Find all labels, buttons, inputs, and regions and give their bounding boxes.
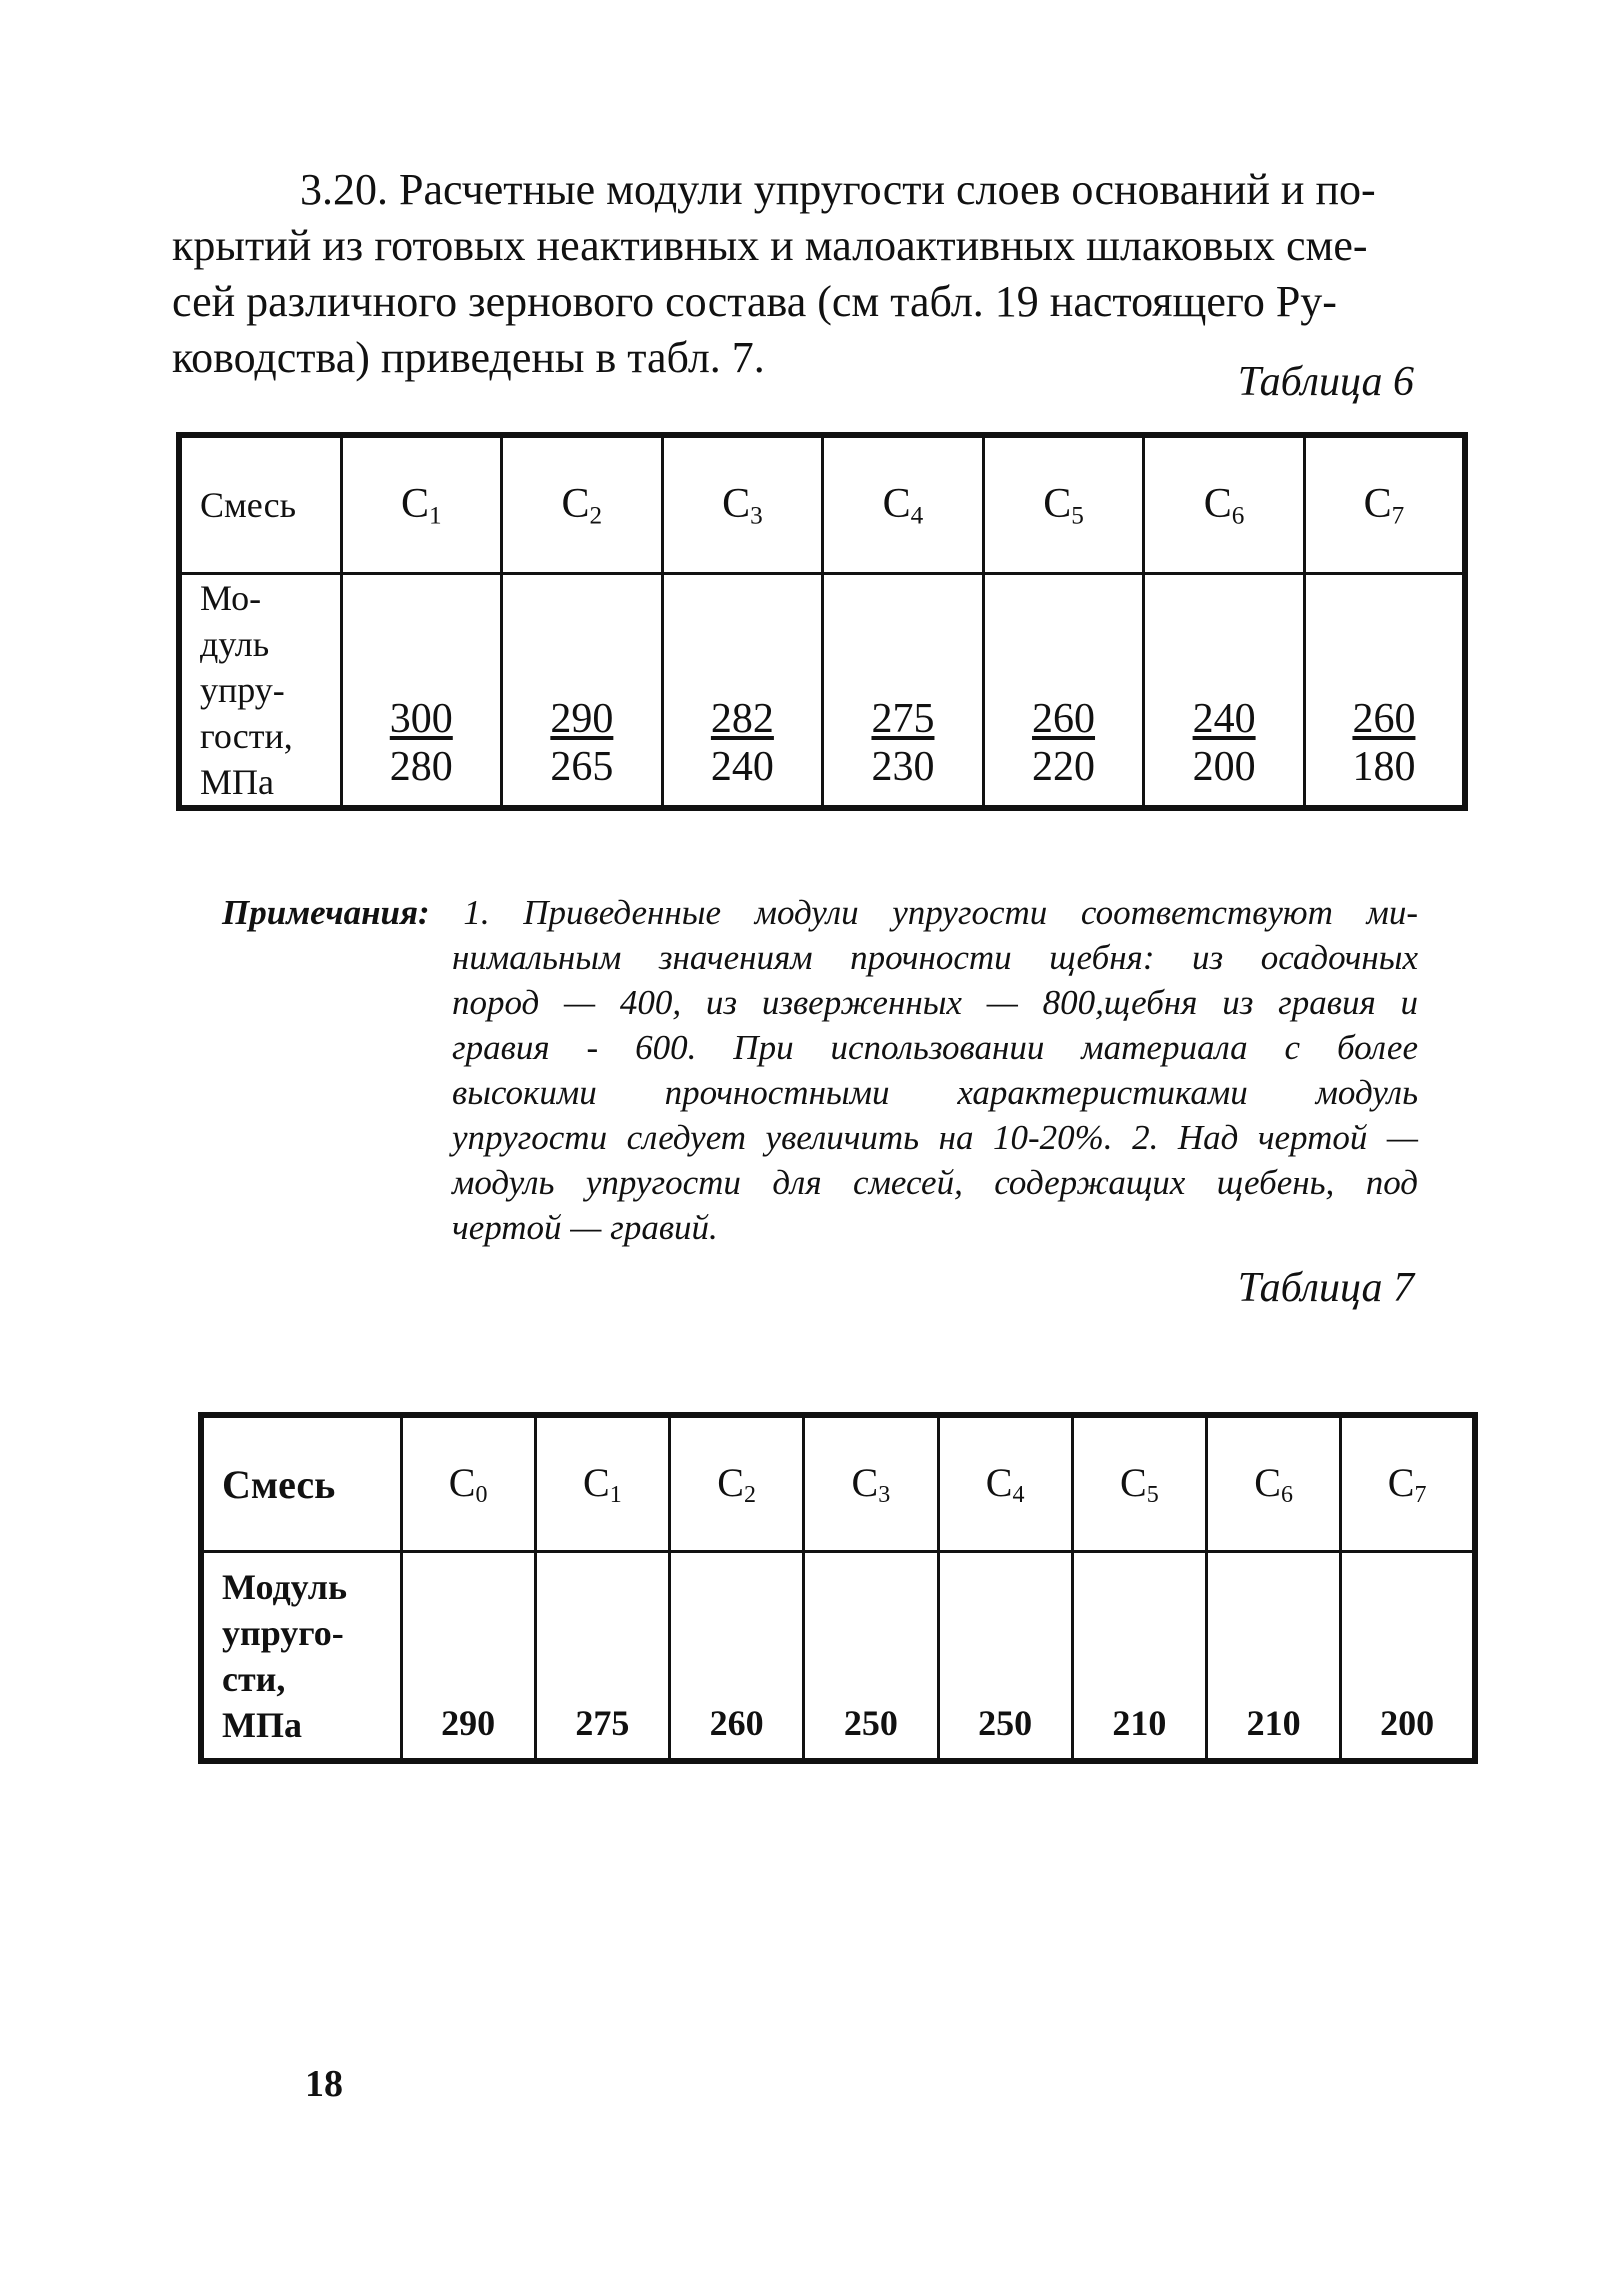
table6-cell: 260 180: [1304, 574, 1465, 809]
notes-line: нимальным значениям прочности щебня: из осадочных: [452, 938, 1418, 977]
paragraph-line: сей различного зернового состава (см табл. 19 настоящего Ру-: [172, 277, 1337, 326]
table7-col-header: $C_2$: [670, 1415, 804, 1552]
table7-col-header: $C_5$: [1072, 1415, 1206, 1552]
table6-col-header: $C_1$: [341, 435, 502, 574]
table-row: [201, 1552, 1475, 1762]
table6-col-header: $C_3$: [662, 435, 823, 574]
table7-caption: Таблица 7: [1237, 1265, 1414, 1311]
table6-col-header: $C_2$: [502, 435, 663, 574]
table6-row-header-modulus: Мо- дуль упру- гости, МПа: [179, 574, 341, 809]
table6-row-header-mix: Смесь: [179, 435, 341, 574]
table7-row-header-modulus: Модуль упруго- сти, МПа: [201, 1552, 401, 1762]
notes-line: гравия - 600. При использовании материала с более: [452, 1028, 1418, 1067]
table7-col-header: $C_1$: [535, 1415, 669, 1552]
table7-col-header: $C_6$: [1207, 1415, 1341, 1552]
table7-cell: 275: [535, 1552, 669, 1762]
paragraph-line: ководства) приведены в табл. 7.: [172, 333, 765, 382]
table6-cell: 260 220: [983, 574, 1144, 809]
table-6: [176, 432, 1468, 811]
table6-cell: 275 230: [823, 574, 984, 809]
table-row: [179, 435, 1465, 574]
notes-line: высокими прочностными характеристиками модуль: [452, 1073, 1418, 1112]
table7-cell: 200: [1341, 1552, 1475, 1762]
table6-cell: 290 265: [502, 574, 663, 809]
table7-cell: 210: [1207, 1552, 1341, 1762]
table6-col-header: $C_4$: [823, 435, 984, 574]
table6-cell: 240 200: [1144, 574, 1305, 809]
notes-label: Примечания:: [222, 893, 430, 932]
table-row: [179, 574, 1465, 809]
notes-line: пород — 400, из изверженных — 800,щебня из гравия и: [452, 983, 1418, 1022]
table7-cell: 260: [670, 1552, 804, 1762]
section-paragraph: [172, 162, 1440, 386]
table6-caption: Таблица 6: [1237, 359, 1414, 405]
notes-line: чертой — гравий.: [452, 1208, 718, 1247]
table7-col-header: $C_0$: [401, 1415, 535, 1552]
table7-row-header-mix: Смесь: [201, 1415, 401, 1552]
table7-cell: 290: [401, 1552, 535, 1762]
table7-cell: 250: [804, 1552, 938, 1762]
table-row: [201, 1415, 1475, 1552]
page-number: 18: [305, 2063, 343, 2105]
paragraph-line: крытий из готовых неактивных и малоактивных шлаковых сме-: [172, 221, 1368, 270]
table7-col-header: $C_4$: [938, 1415, 1072, 1552]
table-7: [198, 1412, 1478, 1764]
table7-col-header: $C_3$: [804, 1415, 938, 1552]
table7-col-header: $C_7$: [1341, 1415, 1475, 1552]
paragraph-line: 3.20. Расчетные модули упругости слоев оснований и по-: [300, 165, 1376, 214]
table6-col-header: $C_7$: [1304, 435, 1465, 574]
table7-cell: 210: [1072, 1552, 1206, 1762]
table6-col-header: $C_5$: [983, 435, 1144, 574]
notes-line: модуль упругости для смесей, содержащих щебень, под: [452, 1163, 1418, 1202]
notes-line: упругости следует увеличить на 10-20%. 2. Над чертой —: [452, 1118, 1418, 1157]
table6-cell: 300 280: [341, 574, 502, 809]
table6-cell: 282 240: [662, 574, 823, 809]
table6-col-header: $C_6$: [1144, 435, 1305, 574]
notes-line: Примечания: 1. Приведенные модули упругости соответствуют ми-: [222, 893, 1419, 932]
table7-cell: 250: [938, 1552, 1072, 1762]
table6-notes: [222, 890, 1418, 1250]
